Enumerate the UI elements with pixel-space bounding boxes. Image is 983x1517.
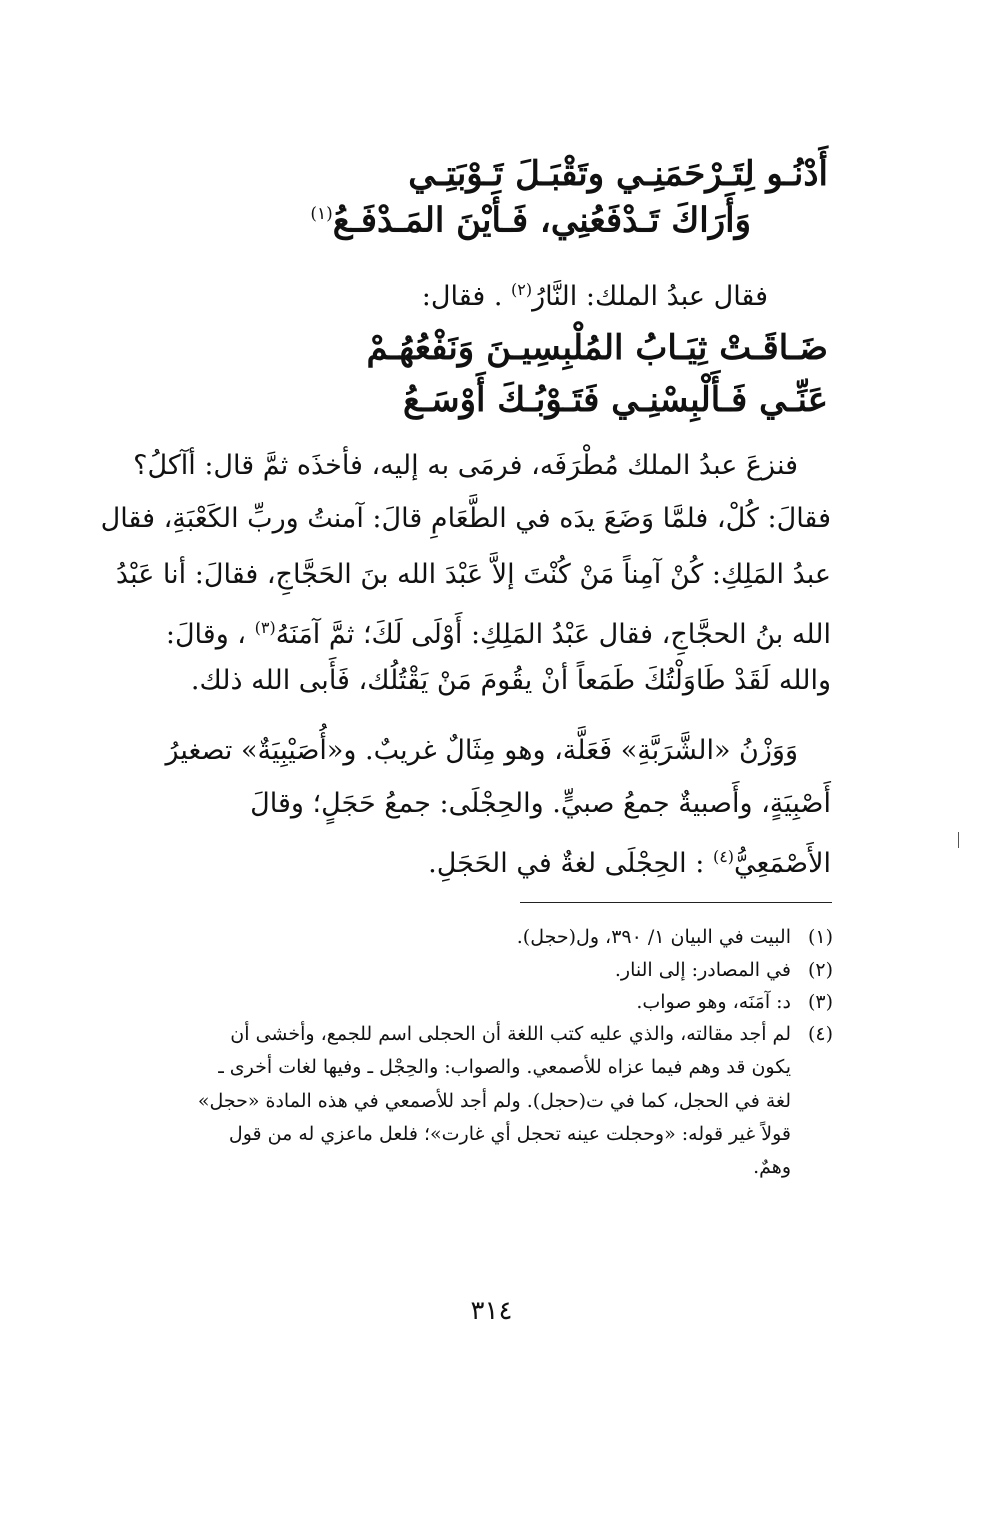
footnote-text: د: آمَنَه، وهو صواب. — [636, 991, 791, 1013]
verse-text: ضَـاقَـتْ ثِيَـابُ المُلْبِسِيـنَ وَنَفْعُهُـمْ — [366, 328, 828, 368]
intro-line — [68, 270, 768, 317]
footnote-number: (٢) — [807, 959, 833, 981]
paragraph-line — [100, 499, 831, 539]
paragraph-text: عبدُ المَلِكِ: كُنْ آمِناً مَنْ كُنْتَ إلاَّ عَبْدَ الله بنَ الحَجَّاجِ، فقالَ: أنا عَبْدُ — [115, 559, 831, 590]
verse-text: أَدْنُـو لِتَـرْحَمَنِـي وتَقْبَـلَ تَـوْبَتِـي — [408, 154, 828, 194]
footnote-ref: (١) — [310, 204, 333, 224]
footnote-item — [133, 1020, 833, 1049]
footnote-continuation — [131, 1153, 791, 1182]
paragraph-line — [131, 784, 831, 824]
footnote-number: (١) — [807, 926, 833, 948]
paragraph-line — [98, 446, 798, 486]
paragraph-line — [131, 661, 831, 701]
verse-line — [128, 326, 828, 370]
footnote-number: (٣) — [807, 991, 833, 1013]
footnote-text: لم أجد مقالته، والذي عليه كتب اللغة أن الحجلى اسم للجمع، وأخشى أن — [230, 1023, 791, 1045]
footnote-item — [133, 988, 833, 1017]
paragraph-text: ، وقالَ: — [165, 619, 247, 650]
verse-line — [128, 378, 828, 422]
footnote-text: قولاً غير قوله: «وحجلت عينه تحجل أي غارت»؛ فلعل ماعزي له من قول — [228, 1123, 791, 1145]
paragraph-text: أَصْبِيَةٍ، وأَصبيةٌ جمعُ صبيٍّ. والحِجْلَى: جمعُ حَجَلٍ؛ وقالَ — [250, 788, 831, 819]
paragraph-text: الله بنُ الحجَّاجِ، فقال عَبْدُ المَلِكِ: أَوْلَى لَكَ؛ ثمَّ آمَنَهُ — [275, 619, 831, 650]
footnote-continuation — [131, 1120, 791, 1149]
footnote-item — [133, 923, 833, 952]
footnote-text: لغة في الحجل، كما في ت(حجل). ولم أجد للأصمعي في هذه المادة «حجل» — [197, 1090, 791, 1112]
footnote-text: البيت في البيان ١/ ٣٩٠، ول(حجل). — [516, 926, 791, 948]
paragraph-text: : الحِجْلَى لغةٌ في الحَجَلِ. — [428, 848, 705, 879]
paragraph-line — [115, 555, 831, 595]
footnote-text: وهمٌ. — [753, 1156, 791, 1178]
footnote-separator — [520, 902, 832, 903]
paragraph-text: وَوَزْنُ «الشَّرَبَّةِ» فَعَلَّة، وهو مِثَالٌ غريبٌ. و«أُصَيْبِيَةٌ» تصغيرُ — [165, 735, 798, 766]
footnote-item — [133, 956, 833, 985]
paragraph-text: والله لَقَدْ طَاوَلْتُكَ طَمَعاً أنْ يقُومَ مَنْ يَقْتُلُك، فَأَبى الله ذلك. — [190, 665, 831, 696]
paragraph-text: فقالَ: كُلْ، فلمَّا وَضَعَ يدَه في الطَّعَامِ قالَ: آمنتُ وربِّ الكَعْبَةِ، فقال — [100, 503, 831, 534]
paragraph-text: فنزعَ عبدُ الملك مُطْرَفَه، فرمَى به إليه، فأخذَه ثمَّ قال: أآكلُ؟ — [133, 450, 798, 481]
footnote-ref: (٤) — [712, 847, 735, 866]
footnote-text: في المصادر: إلى النار. — [614, 959, 791, 981]
intro-text: . فقال: — [421, 281, 503, 312]
paragraph-line — [131, 837, 831, 884]
verse-line — [128, 152, 828, 196]
footnote-ref: (٣) — [254, 618, 276, 637]
footnote-ref: (٢) — [511, 280, 533, 299]
verse-text: وَأَرَاكَ تَـدْفَعُنِي، فَـأَيْنَ المَـدْفَـعُ — [332, 200, 751, 241]
verse-line — [51, 192, 751, 242]
paragraph-text: الأَصْمَعِيُّ — [734, 848, 831, 879]
intro-text: فقال عبدُ الملك: النَّارُ — [532, 281, 768, 312]
footnote-number: (٤) — [807, 1023, 833, 1045]
footnote-continuation — [131, 1087, 791, 1116]
footnote-text: يكون قد وهم فيما عزاه للأصمعي. والصواب: والحِجْل ـ وفيها لغات أخرى ـ — [218, 1056, 791, 1078]
verse-text: عَنِّـي فَـأَلْبِسْنِـي فَتَـوْبُـكَ أَوْسَـعُ — [403, 380, 828, 420]
paragraph-line — [131, 608, 831, 655]
margin-mark — [958, 832, 959, 848]
paragraph-line — [98, 731, 798, 771]
footnote-continuation — [131, 1053, 791, 1082]
page-number: ٣١٤ — [470, 1296, 513, 1326]
